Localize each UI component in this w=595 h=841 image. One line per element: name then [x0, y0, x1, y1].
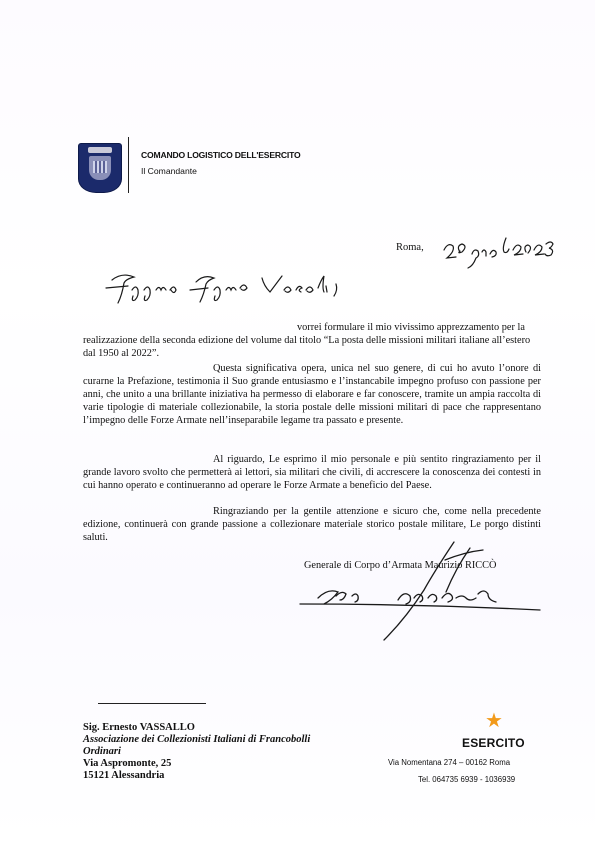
handwritten-salutation — [106, 275, 337, 303]
recipient-street: Via Aspromonte, 25 — [83, 758, 172, 769]
recipient-name: Sig. Ernesto VASSALLO — [83, 722, 195, 733]
handwritten-date — [444, 238, 553, 268]
recipient-association: Associazione dei Collezionisti Italiani di Francobolli — [83, 734, 311, 745]
recipient-city: 15121 Alessandria — [83, 770, 165, 781]
crest-shield — [89, 156, 111, 180]
signatory-name: Generale di Corpo d’Armata Maurizio RICCÒ — [304, 560, 497, 571]
header-org: COMANDO LOGISTICO DELL'ESERCITO — [141, 150, 301, 160]
footer-brand: ESERCITO — [462, 736, 525, 750]
body-paragraph-3: Al riguardo, Le esprimo il mio personale e più sentito ringraziamento per il grande lavoro svolto che permetterà ai lettori, sia militari che civili, di accrescere la conoscenza dei contesti in cui hanno operato e continueranno ad operare le Forze Armate a beneficio del Paese. — [83, 454, 541, 491]
recipient-association-cont: Ordinari — [83, 746, 121, 757]
recipient-divider — [98, 703, 206, 704]
signature-scrawl — [300, 542, 540, 640]
crest-icon — [78, 143, 122, 193]
body-paragraph-opening: vorrei formulare il mio vivissimo apprezzamento per la — [297, 322, 525, 333]
footer-address: Via Nomentana 274 – 00162 Roma — [388, 758, 511, 767]
header-role: Il Comandante — [141, 166, 197, 176]
star-icon: ★ — [485, 708, 503, 732]
footer-phone: Tel. 064735 6939 - 1036939 — [418, 775, 516, 784]
body-paragraph-4: Ringraziando per la gentile attenzione e sicuro che, come nella precedente edizione, continuerà con grande passione a collezionare materiale storico postale militare, Le porgo distinti saluti. — [83, 506, 541, 543]
date-place: Roma, — [396, 242, 424, 253]
crest-crown — [88, 147, 112, 153]
header-divider — [128, 137, 129, 193]
recipient-block — [83, 722, 310, 782]
body-paragraph-2: Questa significativa opera, unica nel suo genere, di cui ho avuto l’onore di curarne la Prefazione, testimonia il Suo grande entusiasmo e l’instancabile impegno profuso con passione per anni, che unito a una brillante iniziativa ha permesso di elaborare e far conoscere, tramite un ampia raccolta di varie tipologie di materiale collezionabile, la storia postale delle missioni militari di pace che rappresentano l’impegno delle Forze Armate nell’inseparabile legame tra passato e presente. — [83, 363, 541, 426]
body-paragraph-1: realizzazione della seconda edizione del volume dal titolo “La posta delle missioni militari italiane all’estero dal 1950 al 2022”. — [83, 335, 531, 359]
